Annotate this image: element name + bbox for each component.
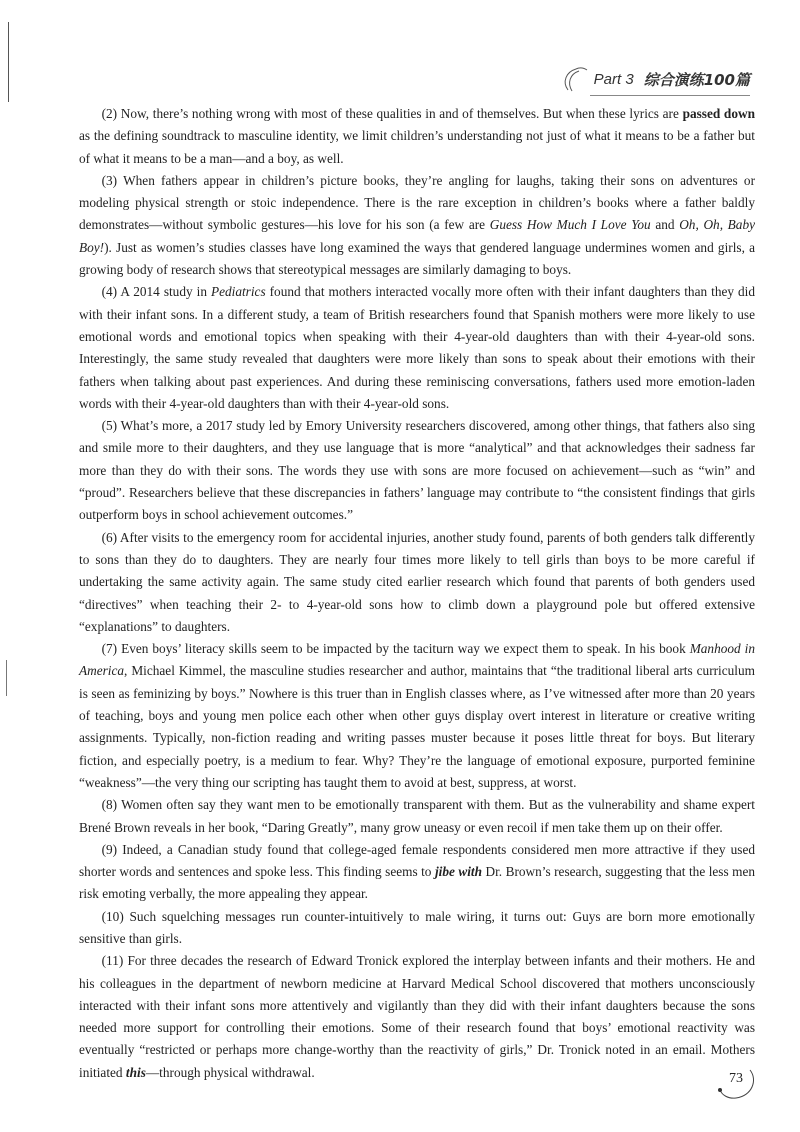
- header-title: 综合演练100篇: [643, 70, 750, 89]
- text-segment: passed down: [682, 106, 755, 121]
- text-segment: (2) Now, there’s nothing wrong with most of these qualities in and of themselves. But when these lyrics are: [101, 106, 683, 121]
- text-segment: Manhood in America: [79, 641, 755, 679]
- text-segment: (9) Indeed, a Canadian study found that college-aged female respondents considered men more attractive if they used shorter words and sentences and spoke less. This finding seems to: [79, 841, 755, 880]
- text-segment: (3) When fathers appear in children’s picture books, they’re angling for laughs, taking their sons on adventures or modeling physical strength or stoic independence. There is the rare exception in children’s books where a father baldly demonstrates—without symbolic gestures—his love for his son (a few are: [79, 172, 755, 233]
- page-number: 73: [729, 1071, 743, 1086]
- text-segment: and: [650, 217, 680, 233]
- paragraph-p3: [79, 170, 755, 281]
- text-segment: (6) After visits to the emergency room for accidental injuries, another study found, parents of both genders talk differently to sons than they do to daughters. They are nearly four times more likely to tell girls than boys to be more careful if undertaking the same activity again. The same study cited earlier research which found that parents of both genders used “directives” when teaching their 2- to 4-year-old sons how to climb down a playground pole but offered extensive “explanations” to daughters.: [79, 529, 755, 634]
- text-segment: ). Just as women’s studies classes have long examined the ways that gendered language undermines women and girls, a growing body of research shows that stereotypical messages are similarly damaging to boys.: [79, 239, 755, 278]
- paragraph-p10: [79, 906, 755, 951]
- paragraph-p5: [79, 415, 755, 526]
- text-segment: Oh, Oh, Baby Boy!: [79, 217, 755, 255]
- text-segment: (10) Such squelching messages run counter-intuitively to male wiring, it turns out: Guys are born more emotionally sensitive than girls.: [79, 908, 755, 946]
- paragraph-p6: [79, 527, 755, 638]
- text-segment: Dr. Brown’s research, suggesting that the less men risk emoting verbally, the more appealing they appear.: [79, 864, 756, 902]
- text-segment: Guess How Much I Love You: [489, 217, 651, 233]
- paragraph-p4: [79, 281, 755, 415]
- paragraph-p2: [79, 103, 755, 170]
- text-segment: (7) Even boys’ literacy skills seem to be impacted by the taciturn way we expect them to speak. In his book: [101, 641, 690, 657]
- text-segment: (11) For three decades the research of Edward Tronick explored the interplay between infants and their mothers. He and his colleagues in the department of newborn medicine at Harvard Medical School discovered that mothers unconsciously interacted with their infant sons more attentively and vigilantly than they did with their infant daughters because the sons needed more support for controlling their emotions. Some of their research found that boys’ emotional reactivity was eventually “restricted or perhaps more change-worthy than the reactivity of girls,” Dr. Tronick noted in an email. Mothers initiated: [79, 953, 755, 1080]
- running-header: [560, 62, 750, 96]
- text-segment: (5) What’s more, a 2017 study led by Emory University researchers discovered, among other things, that fathers also sing and smile more to their daughters, and they use language that is more “analytical” and that acknowledges their sadness far more than they do with their sons. The words they use with sons are more focused on achievement—such as “win” and “proud”. Researchers believe that these discrepancies in fathers’ language may contribute to “the consistent findings that girls outperform boys in school achievement outcomes.”: [79, 418, 755, 523]
- text-segment: Pediatrics: [210, 284, 266, 300]
- paragraph-p11: [79, 950, 755, 1084]
- text-segment: —through physical withdrawal.: [145, 1064, 315, 1080]
- paragraph-p8: [79, 794, 755, 839]
- page-number-badge: [716, 1062, 756, 1102]
- header-swoosh-icon: [560, 64, 590, 94]
- binding-margin-mark: [6, 660, 7, 696]
- text-segment: , Michael Kimmel, the masculine studies researcher and author, maintains that “the traditional liberal arts curriculum is seen as feminizing by boys.” Nowhere is this truer than in English classes where, as I’ve witnessed after more than 20 years of teaching, boys and young men police each other when other guys display overt interest in literature or creative writing assignments. Typically, non-fiction reading and writing passes muster because it poses little threat for boys. But literary fiction, and especially poetry, is a medium to fear. Why? They’re the language of emotional exposure, purported feminine “weakness”—the very thing our scripting has taught them to avoid at best, suppress, at worst.: [79, 663, 755, 790]
- header-underline: [590, 95, 750, 96]
- paragraph-p9: [79, 839, 755, 906]
- text-segment: found that mothers interacted vocally more often with their infant daughters than they did with their infant sons. In a different study, a team of British researchers found that Spanish mothers were more likely to use emotional words and emotional topics when speaking with their 4-year-old daughters than with their 4-year-old sons. Interestingly, the same study revealed that daughters were more likely than sons to speak about their emotions with their fathers when talking about past experiences. And during these reminiscing conversations, fathers used more emotion-laden words with their 4-year-old daughters than with their 4-year-old sons.: [79, 284, 755, 411]
- text-segment: this: [125, 1064, 146, 1080]
- text-segment: as the defining soundtrack to masculine identity, we limit children’s understanding not just of what it means to be a father but of what it means to be a man—and a boy, as well.: [79, 128, 755, 166]
- text-segment: (8) Women often say they want men to be emotionally transparent with them. But as the vulnerability and shame expert Brené Brown reveals in her book, “Daring Greatly”, many grow uneasy or even recoil if men take them up on their offer.: [79, 797, 755, 835]
- text-segment: jibe with: [434, 864, 483, 880]
- text-segment: (4) A 2014 study in: [101, 284, 211, 300]
- header-part-label: Part 3: [593, 70, 634, 88]
- article-body: [79, 103, 755, 1084]
- binding-margin-line: [8, 22, 9, 102]
- paragraph-p7: [79, 638, 755, 794]
